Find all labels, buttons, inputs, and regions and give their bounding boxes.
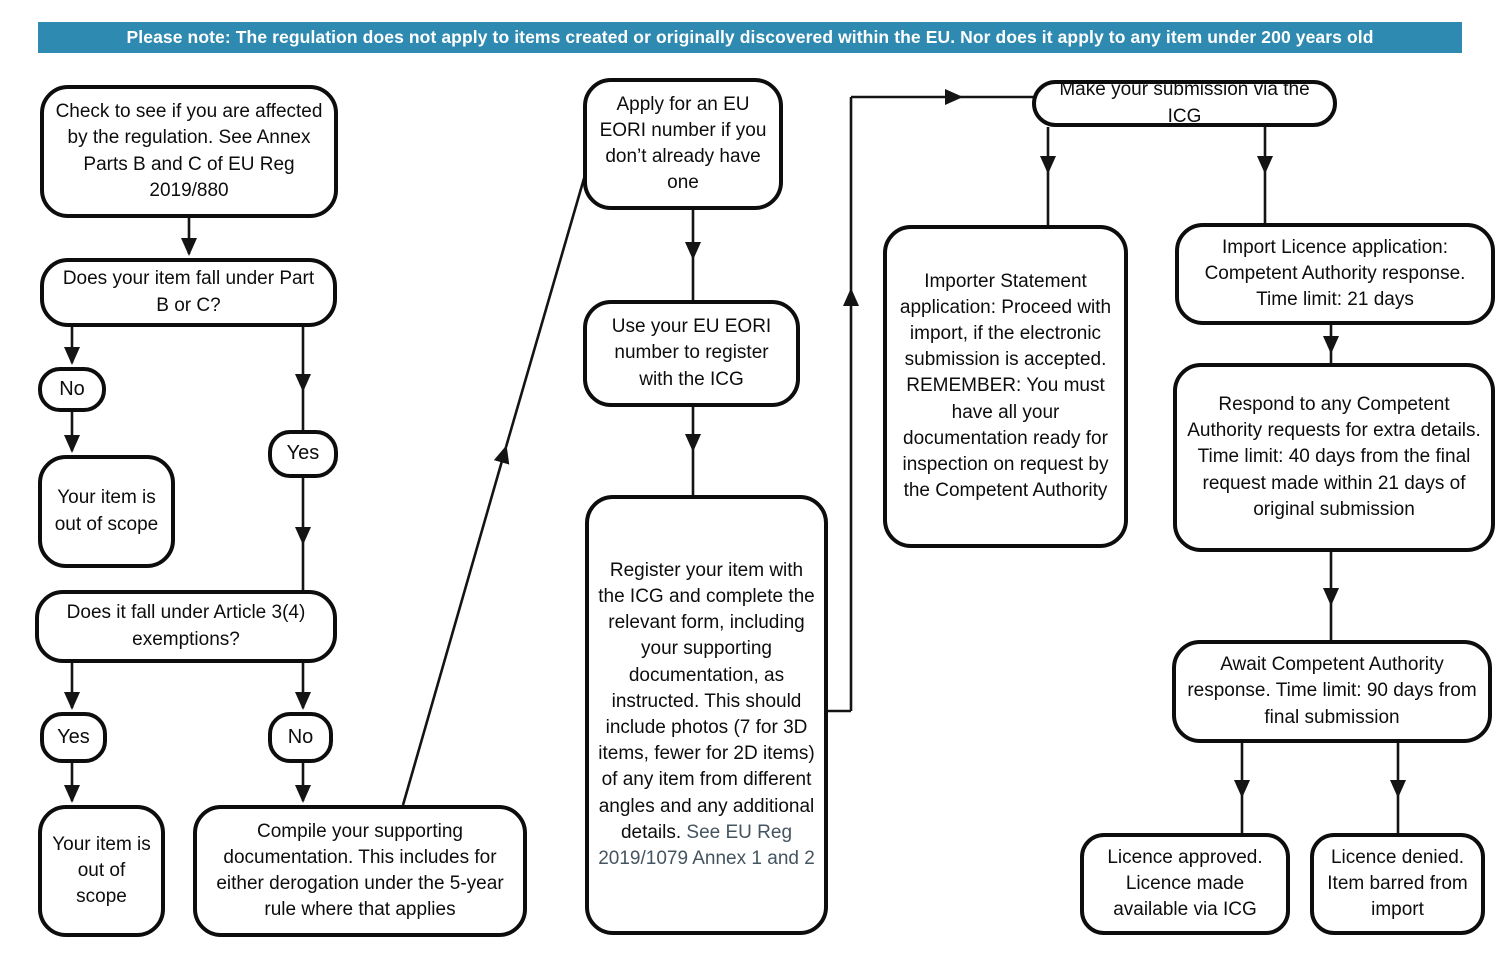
- node-licence-denied-text: Licence denied. Item barred from import: [1327, 846, 1468, 921]
- node-part-b-or-c-text: Does your item fall under Part B or C?: [62, 268, 315, 316]
- node-await-response-text: Await Competent Authority response. Time limit: 90 days from final submission: [1187, 654, 1477, 728]
- notice-banner-text: Please note: The regulation does not apply to items created or originally discovered within the EU. Nor does it apply to any item under 200 years old: [126, 27, 1374, 47]
- node-no-2: [268, 712, 333, 763]
- node-compile-documentation-text: Compile your supporting documentation. This includes for either derogation under the 5-year rule where that applies: [216, 820, 504, 921]
- node-import-licence-application-text: Import Licence application: Competent Authority response. Time limit: 21 days: [1204, 236, 1466, 311]
- node-no-2-text: No: [287, 725, 314, 748]
- node-importer-statement: [883, 225, 1128, 548]
- node-importer-statement-text: Importer Statement application: Proceed with import, if the electronic submission is accepted. REMEMBER: You must have all your documentation ready for inspection on request by the Competent Authority: [899, 270, 1112, 502]
- node-licence-approved-text: Licence approved. Licence made available via ICG: [1107, 846, 1263, 921]
- node-out-of-scope-1-text: Your item is out of scope: [54, 487, 159, 535]
- node-respond-requests: [1173, 363, 1495, 552]
- node-use-eori-text: Use your EU EORI number to register with the ICG: [611, 316, 772, 390]
- node-licence-denied: [1310, 833, 1485, 935]
- node-check-regulation-text: Check to see if you are affected by the regulation. See Annex Parts B and C of EU Reg 2019/880: [55, 101, 323, 201]
- node-article-34-question: [35, 590, 337, 663]
- node-no-1-text: No: [59, 377, 85, 400]
- node-compile-documentation: [193, 805, 527, 937]
- node-out-of-scope-2: [38, 805, 165, 937]
- node-respond-requests-text: Respond to any Competent Authority requests for extra details. Time limit: 40 days from the final request made within 21 days of original submission: [1187, 393, 1481, 520]
- node-register-item-main: Register your item with the ICG and complete the relevant form, including your supporting documentation, as instructed. This should include photos (7 for 3D items, fewer for 2D items) of any item from different angles and any additional details.: [598, 559, 815, 843]
- node-out-of-scope-2-text: Your item is out of scope: [52, 833, 151, 908]
- node-register-item-text: [595, 558, 818, 873]
- node-article-34-text: Does it fall under Article 3(4) exemptions?: [66, 602, 306, 650]
- node-yes-1: [268, 430, 338, 478]
- node-no-1: [38, 367, 106, 412]
- node-apply-eori: [583, 78, 783, 210]
- node-yes-2-text: Yes: [57, 725, 90, 748]
- node-use-eori: [583, 300, 800, 407]
- node-make-submission: [1032, 80, 1337, 127]
- node-make-submission-text: Make your submission via the ICG: [1059, 79, 1310, 127]
- node-part-b-or-c-question: [40, 258, 337, 327]
- node-out-of-scope-1: [38, 455, 175, 568]
- node-register-item-reference: See EU Reg 2019/1079 Annex 1 and 2: [598, 821, 815, 870]
- node-check-regulation: [40, 85, 338, 218]
- node-import-licence-application: [1175, 223, 1495, 325]
- node-await-response: [1172, 640, 1492, 743]
- node-yes-1-text: Yes: [286, 442, 320, 465]
- node-register-item: [585, 495, 828, 935]
- node-apply-eori-text: Apply for an EU EORI number if you don’t already have one: [599, 93, 767, 194]
- node-yes-2: [40, 712, 107, 763]
- node-licence-approved: [1080, 833, 1290, 935]
